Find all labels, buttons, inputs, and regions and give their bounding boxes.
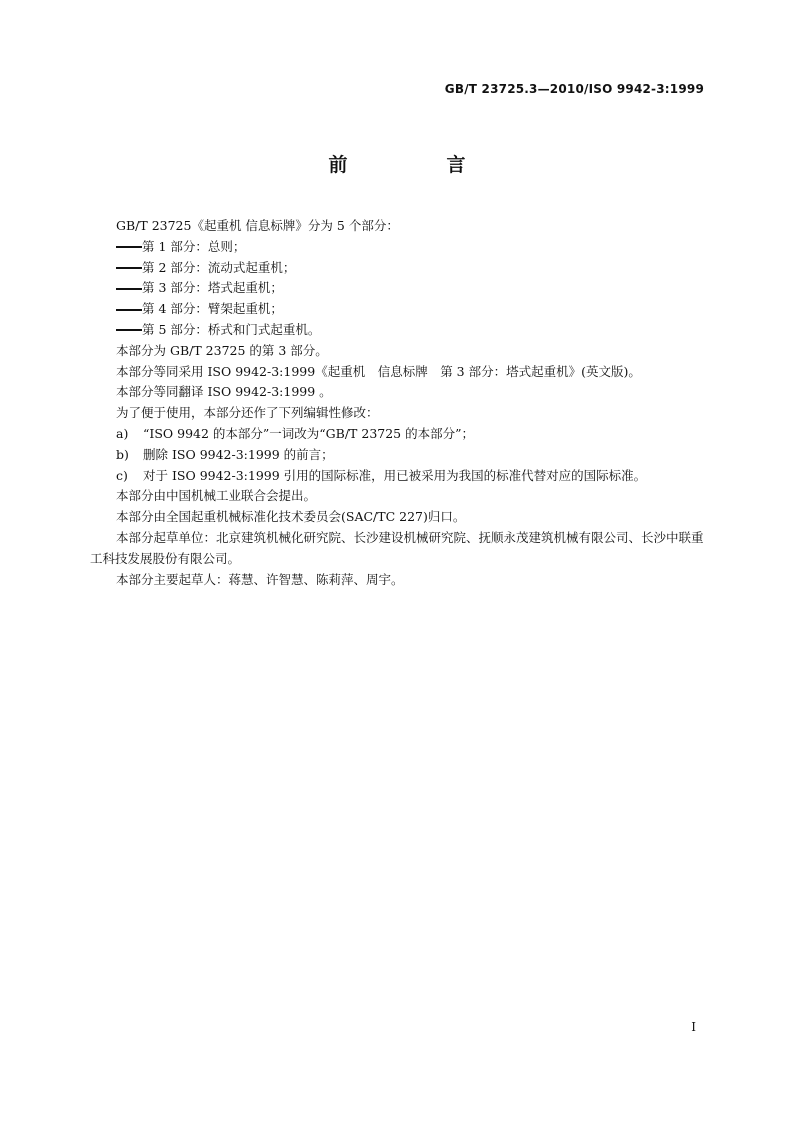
list-item-part-2 xyxy=(90,258,706,279)
standard-code: GB/T 23725.3—2010/ISO 9942-3:1999 xyxy=(444,82,704,96)
part-text: 第 1 部分：总则； xyxy=(142,238,246,254)
list-item-part-1 xyxy=(90,237,706,258)
list-item-edit-a xyxy=(90,424,706,445)
paragraph-part-scope: 本部分为 GB/T 23725 的第 3 部分。 xyxy=(116,342,328,358)
list-item-part-4 xyxy=(90,299,706,320)
paragraph-equivalence: 本部分等同采用 ISO 9942-3:1999《起重机 信息标牌 第 3 部分：塔式起重机》(英文版)。 xyxy=(116,363,641,379)
paragraph-proposer: 本部分由中国机械工业联合会提出。 xyxy=(116,488,317,504)
item-text: “ISO 9942 的本部分”一词改为“GB/T 23725 的本部分”； xyxy=(143,425,475,441)
paragraph-drafters: 本部分主要起草人：蒋慧、许智慧、陈莉萍、周宇。 xyxy=(116,571,404,587)
part-text: 第 3 部分：塔式起重机； xyxy=(142,280,283,296)
page-title: 前 言 xyxy=(328,154,506,176)
paragraph-edits-intro: 为了便于使用，本部分还作了下列编辑性修改： xyxy=(116,405,379,421)
dash-mark xyxy=(116,309,142,311)
part-text: 第 4 部分：臂架起重机； xyxy=(142,301,283,317)
item-label: b) xyxy=(116,446,129,462)
item-label: c) xyxy=(116,467,128,483)
intro-paragraph: GB/T 23725《起重机 信息标牌》分为 5 个部分： xyxy=(116,218,399,233)
paragraph-drafting-units: 本部分起草单位：北京建筑机械化研究院、长沙建设机械研究院、抚顺永茂建筑机械有限公司、长沙中联重工科技发展股份有限公司。 xyxy=(90,529,704,566)
paragraph-committee: 本部分由全国起重机械标准化技术委员会(SAC/TC 227)归口。 xyxy=(116,509,466,525)
item-text: 删除 ISO 9942-3:1999 的前言； xyxy=(143,446,334,462)
paragraph-translation: 本部分等同翻译 ISO 9942-3:1999 。 xyxy=(116,384,332,400)
dash-mark xyxy=(116,246,142,248)
dash-mark xyxy=(116,267,142,269)
dash-mark xyxy=(116,329,142,331)
list-item-part-3 xyxy=(90,278,706,299)
list-item-edit-c xyxy=(90,466,706,487)
item-label: a) xyxy=(116,425,129,441)
foreword-body xyxy=(90,216,706,590)
page-number: I xyxy=(691,1020,696,1034)
part-text: 第 5 部分：桥式和门式起重机。 xyxy=(142,321,321,337)
part-text: 第 2 部分：流动式起重机； xyxy=(142,259,296,275)
dash-mark xyxy=(116,288,142,290)
item-text: 对于 ISO 9942-3:1999 引用的国际标准，用已被采用为我国的标准代替对应的国际标准。 xyxy=(143,467,647,483)
list-item-edit-b xyxy=(90,445,706,466)
list-item-part-5 xyxy=(90,320,706,341)
